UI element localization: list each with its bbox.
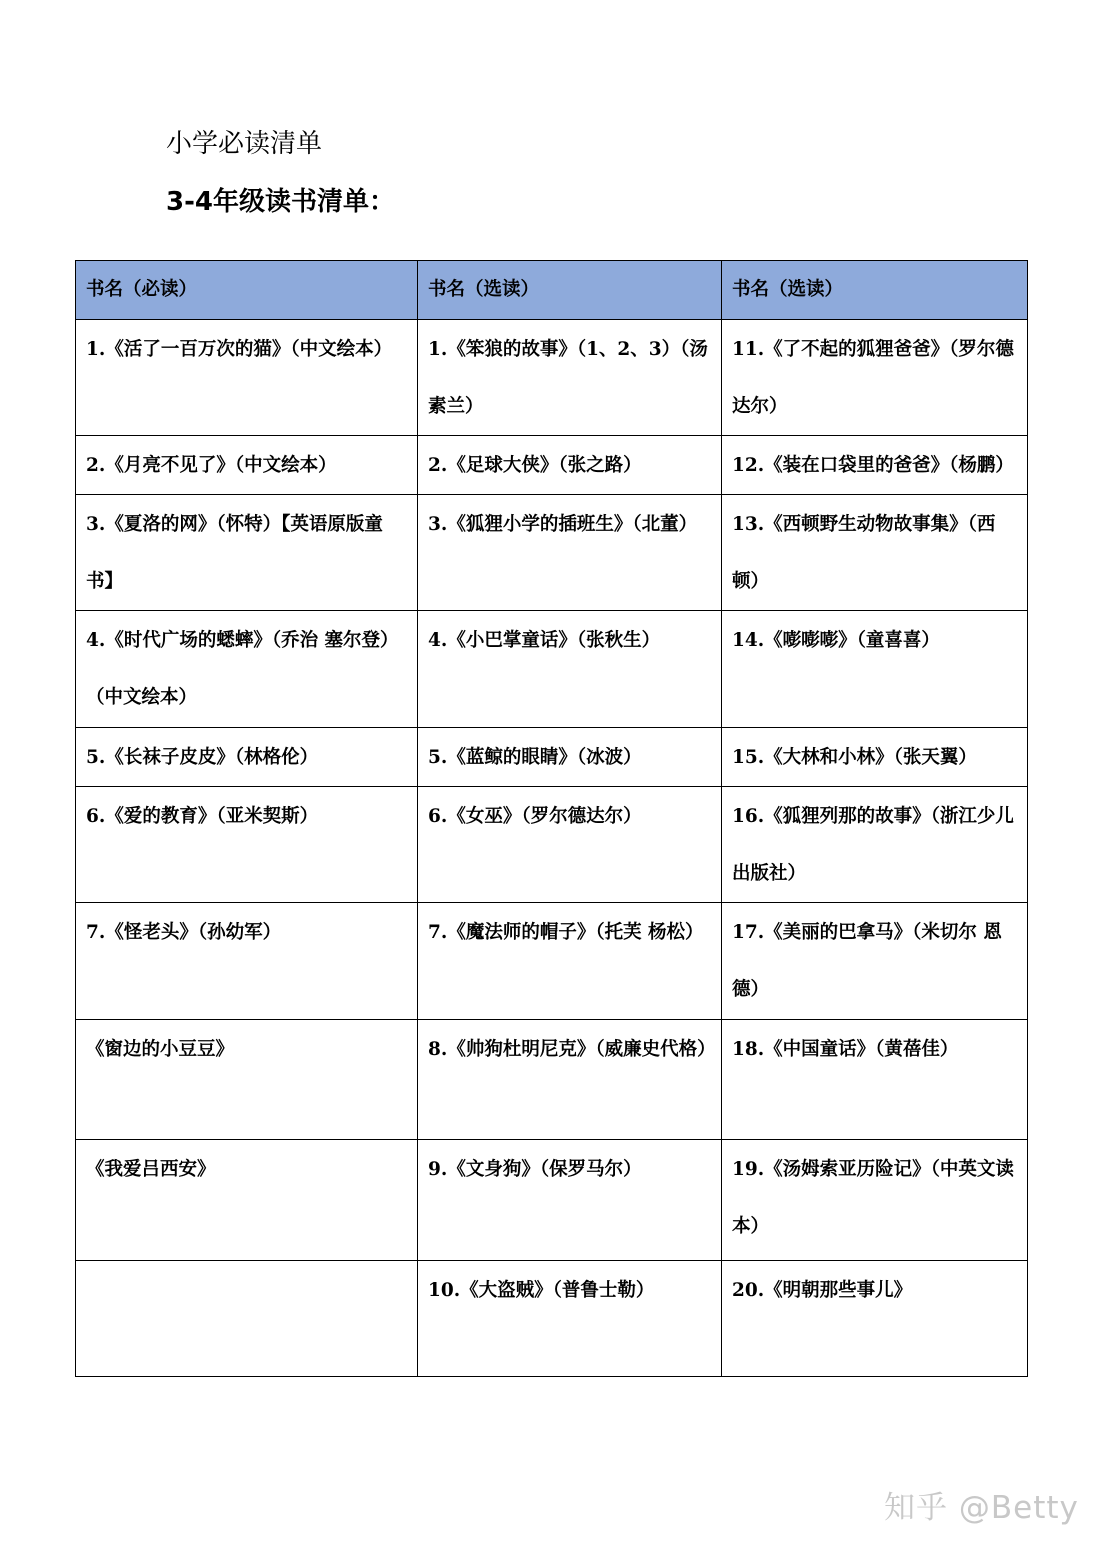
table-row xyxy=(76,1020,1028,1140)
book-entry: 《我爱吕西安》 xyxy=(86,1159,216,1180)
book-entry: 8.《帅狗杜明尼克》（威廉史代格） xyxy=(428,1039,716,1060)
table-cell xyxy=(722,728,1028,787)
book-entry: 3.《夏洛的网》（怀特）【英语原版童书】 xyxy=(86,514,383,592)
book-entry: 4.《小巴掌童话》（张秋生） xyxy=(428,630,661,651)
table-cell xyxy=(76,320,418,436)
header-required: 书名（必读） xyxy=(76,261,418,320)
book-entry: 《窗边的小豆豆》 xyxy=(86,1039,235,1060)
table-cell xyxy=(722,611,1028,728)
table-row xyxy=(76,495,1028,611)
table-cell xyxy=(418,1020,722,1140)
book-entry: 3.《狐狸小学的插班生》（北董） xyxy=(428,514,698,535)
book-entry: 17.《美丽的巴拿马》（米切尔 恩德） xyxy=(732,922,1002,1000)
book-entry: 5.《蓝鲸的眼睛》（冰波） xyxy=(428,747,642,768)
book-entry: 10.《大盗贼》（普鲁士勒） xyxy=(428,1280,655,1301)
book-entry: 1.《活了一百万次的猫》（中文绘本） xyxy=(86,339,393,360)
book-entry: 2.《月亮不见了》（中文绘本） xyxy=(86,455,337,476)
table-cell xyxy=(722,1261,1028,1377)
table-cell xyxy=(722,1140,1028,1261)
table-cell xyxy=(76,903,418,1020)
book-entry: 18.《中国童话》（黄蓓佳） xyxy=(732,1039,959,1060)
table-cell xyxy=(418,320,722,436)
table-row xyxy=(76,1140,1028,1261)
book-entry: 7.《魔法师的帽子》（托芙 杨松） xyxy=(428,922,704,943)
table-row xyxy=(76,728,1028,787)
table-cell xyxy=(76,1140,418,1261)
reading-list-table xyxy=(75,260,1028,1377)
table-row xyxy=(76,1261,1028,1377)
table-row xyxy=(76,436,1028,495)
book-entry: 14.《嘭嘭嘭》（童喜喜） xyxy=(732,630,940,651)
book-entry: 7.《怪老头》（孙幼军） xyxy=(86,922,282,943)
page-subtitle: 3-4年级读书清单： xyxy=(166,187,395,217)
book-entry: 5.《长袜子皮皮》（林格伦） xyxy=(86,747,319,768)
book-entry: 1.《笨狼的故事》（1、2、3）（汤素兰） xyxy=(428,339,708,417)
table-row xyxy=(76,320,1028,436)
header-optional-2: 书名（选读） xyxy=(722,261,1028,320)
book-entry: 4.《时代广场的蟋蟀》（乔治 塞尔登）（中文绘本） xyxy=(86,630,399,708)
book-entry: 20.《明朝那些事儿》 xyxy=(732,1280,913,1301)
book-entry: 2.《足球大侠》（张之路） xyxy=(428,455,642,476)
table-cell xyxy=(722,436,1028,495)
book-entry: 6.《爱的教育》（亚米契斯） xyxy=(86,806,319,827)
table-cell xyxy=(76,1020,418,1140)
table-cell xyxy=(418,495,722,611)
table-row xyxy=(76,903,1028,1020)
table-cell xyxy=(722,495,1028,611)
table-cell xyxy=(76,787,418,903)
table-cell xyxy=(722,903,1028,1020)
table-cell xyxy=(418,1261,722,1377)
book-entry: 13.《西顿野生动物故事集》（西顿） xyxy=(732,514,996,592)
book-entry: 19.《汤姆索亚历险记》（中英文读本） xyxy=(732,1159,1014,1237)
book-entry: 15.《大林和小林》（张天翼） xyxy=(732,747,977,768)
table-cell xyxy=(722,787,1028,903)
table-cell xyxy=(418,787,722,903)
table-cell xyxy=(418,728,722,787)
table-cell xyxy=(418,903,722,1020)
table-cell xyxy=(418,1140,722,1261)
page-title: 小学必读清单 xyxy=(166,129,323,159)
table-header-row xyxy=(76,261,1028,320)
table-cell xyxy=(76,436,418,495)
header-optional-1: 书名（选读） xyxy=(418,261,722,320)
zhihu-watermark: 知乎 @Betty xyxy=(884,1490,1079,1526)
table-cell xyxy=(418,436,722,495)
book-entry: 9.《文身狗》（保罗马尔） xyxy=(428,1159,642,1180)
book-entry: 6.《女巫》（罗尔德达尔） xyxy=(428,806,642,827)
table-row xyxy=(76,611,1028,728)
book-entry: 12.《装在口袋里的爸爸》（杨鹏） xyxy=(732,455,1014,476)
table-row xyxy=(76,787,1028,903)
table-cell xyxy=(418,611,722,728)
table-cell xyxy=(76,611,418,728)
table-cell xyxy=(76,495,418,611)
book-entry: 11.《了不起的狐狸爸爸》（罗尔德达尔） xyxy=(732,339,1014,417)
table-cell xyxy=(722,320,1028,436)
table-cell xyxy=(76,728,418,787)
table-cell xyxy=(722,1020,1028,1140)
table-cell xyxy=(76,1261,418,1377)
book-entry: 16.《狐狸列那的故事》（浙江少儿出版社） xyxy=(732,806,1014,884)
